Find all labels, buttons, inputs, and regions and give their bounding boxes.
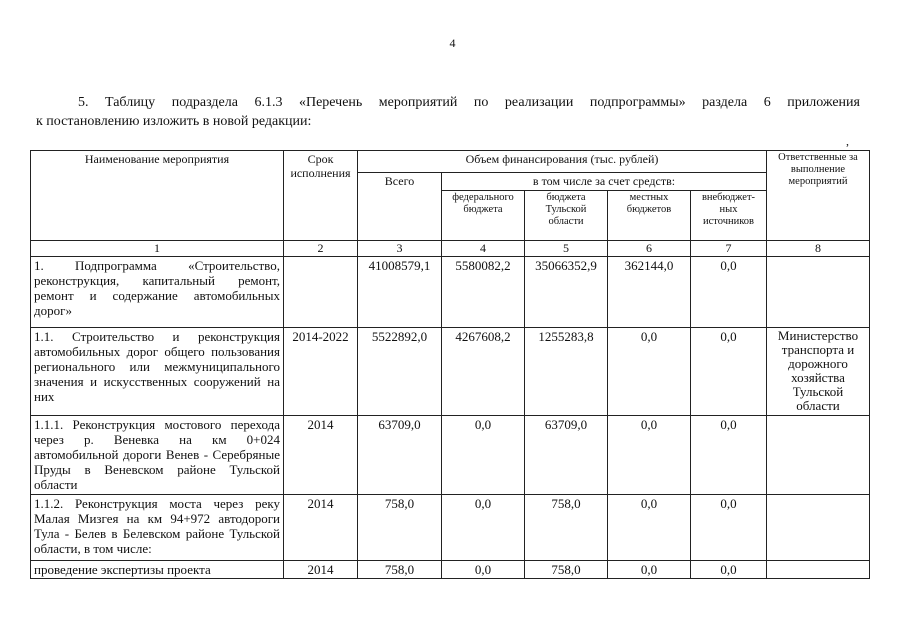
page-number: 4 <box>449 36 456 50</box>
row-extra: 0,0 <box>691 416 767 495</box>
row-responsible <box>767 561 870 579</box>
row-federal: 0,0 <box>442 416 525 495</box>
row-local: 0,0 <box>608 561 691 579</box>
header-extra: внебюджет-ных источников <box>691 191 767 241</box>
row-federal: 0,0 <box>442 561 525 579</box>
table-row <box>31 257 870 328</box>
column-number: 3 <box>358 241 442 257</box>
row-local: 0,0 <box>608 416 691 495</box>
column-number: 5 <box>525 241 608 257</box>
header-federal: федерального бюджета <box>442 191 525 241</box>
row-local: 0,0 <box>608 495 691 561</box>
row-name: 1.1.2. Реконструкция моста через реку Малая Мизгея на км 94+972 автодороги Тула - Белев в Белевском районе Тульской области, в том числе: <box>31 495 284 561</box>
row-regional: 1255283,8 <box>525 328 608 416</box>
column-number: 4 <box>442 241 525 257</box>
row-federal: 4267608,2 <box>442 328 525 416</box>
measures-table <box>30 150 870 579</box>
row-total: 5522892,0 <box>358 328 442 416</box>
row-term: 2014 <box>284 495 358 561</box>
row-federal: 5580082,2 <box>442 257 525 328</box>
table-row <box>31 416 870 495</box>
row-term: 2014-2022 <box>284 328 358 416</box>
header-regional: бюджета Тульской области <box>525 191 608 241</box>
intro-line-1: 5. Таблицу подраздела 6.1.3 «Перечень мероприятий по реализации подпрограммы» раздела 6 приложения <box>78 95 860 110</box>
header-funding: Объем финансирования (тыс. рублей) <box>358 151 767 173</box>
row-federal: 0,0 <box>442 495 525 561</box>
row-responsible <box>767 257 870 328</box>
row-name: 1.1.1. Реконструкция мостового перехода через р. Веневка на км 0+024 автомобильной дороги Венев - Серебряные Пруды в Веневском районе Тульской области <box>31 416 284 495</box>
header-local: местных бюджетов <box>608 191 691 241</box>
header-responsible: Ответственные за выполнение мероприятий <box>767 151 870 241</box>
row-extra: 0,0 <box>691 257 767 328</box>
row-total: 41008579,1 <box>358 257 442 328</box>
row-local: 0,0 <box>608 328 691 416</box>
column-number: 8 <box>767 241 870 257</box>
row-responsible: Министерство транспорта и дорожного хозяйства Тульской области <box>767 328 870 416</box>
row-term: 2014 <box>284 416 358 495</box>
header-total: Всего <box>358 173 442 241</box>
tick-mark: , <box>846 134 849 148</box>
table-row <box>31 561 870 579</box>
header-term: Срок исполнения <box>284 151 358 241</box>
row-responsible <box>767 495 870 561</box>
column-number-row <box>31 241 870 257</box>
row-regional: 35066352,9 <box>525 257 608 328</box>
intro-paragraph <box>36 93 860 131</box>
column-number: 6 <box>608 241 691 257</box>
row-local: 362144,0 <box>608 257 691 328</box>
row-name: проведение экспертизы проекта <box>31 561 284 579</box>
row-regional: 758,0 <box>525 561 608 579</box>
header-row-1 <box>31 151 870 173</box>
row-total: 63709,0 <box>358 416 442 495</box>
header-including: в том числе за счет средств: <box>442 173 767 191</box>
row-name: 1. Подпрограмма «Строительство, реконструкция, капитальный ремонт, ремонт и содержание автомобильных дорог» <box>31 257 284 328</box>
column-number: 7 <box>691 241 767 257</box>
table-row <box>31 495 870 561</box>
row-regional: 63709,0 <box>525 416 608 495</box>
row-responsible <box>767 416 870 495</box>
row-regional: 758,0 <box>525 495 608 561</box>
header-name: Наименование мероприятия <box>31 151 284 241</box>
row-total: 758,0 <box>358 495 442 561</box>
row-extra: 0,0 <box>691 561 767 579</box>
row-name: 1.1. Строительство и реконструкция автомобильных дорог общего пользования регионального или межмуниципального значения и искусственных сооружений на них <box>31 328 284 416</box>
row-term: 2014 <box>284 561 358 579</box>
column-number: 2 <box>284 241 358 257</box>
row-term <box>284 257 358 328</box>
table-row <box>31 328 870 416</box>
column-number: 1 <box>31 241 284 257</box>
row-extra: 0,0 <box>691 328 767 416</box>
intro-line-2: к постановлению изложить в новой редакции: <box>36 114 312 129</box>
row-total: 758,0 <box>358 561 442 579</box>
row-extra: 0,0 <box>691 495 767 561</box>
